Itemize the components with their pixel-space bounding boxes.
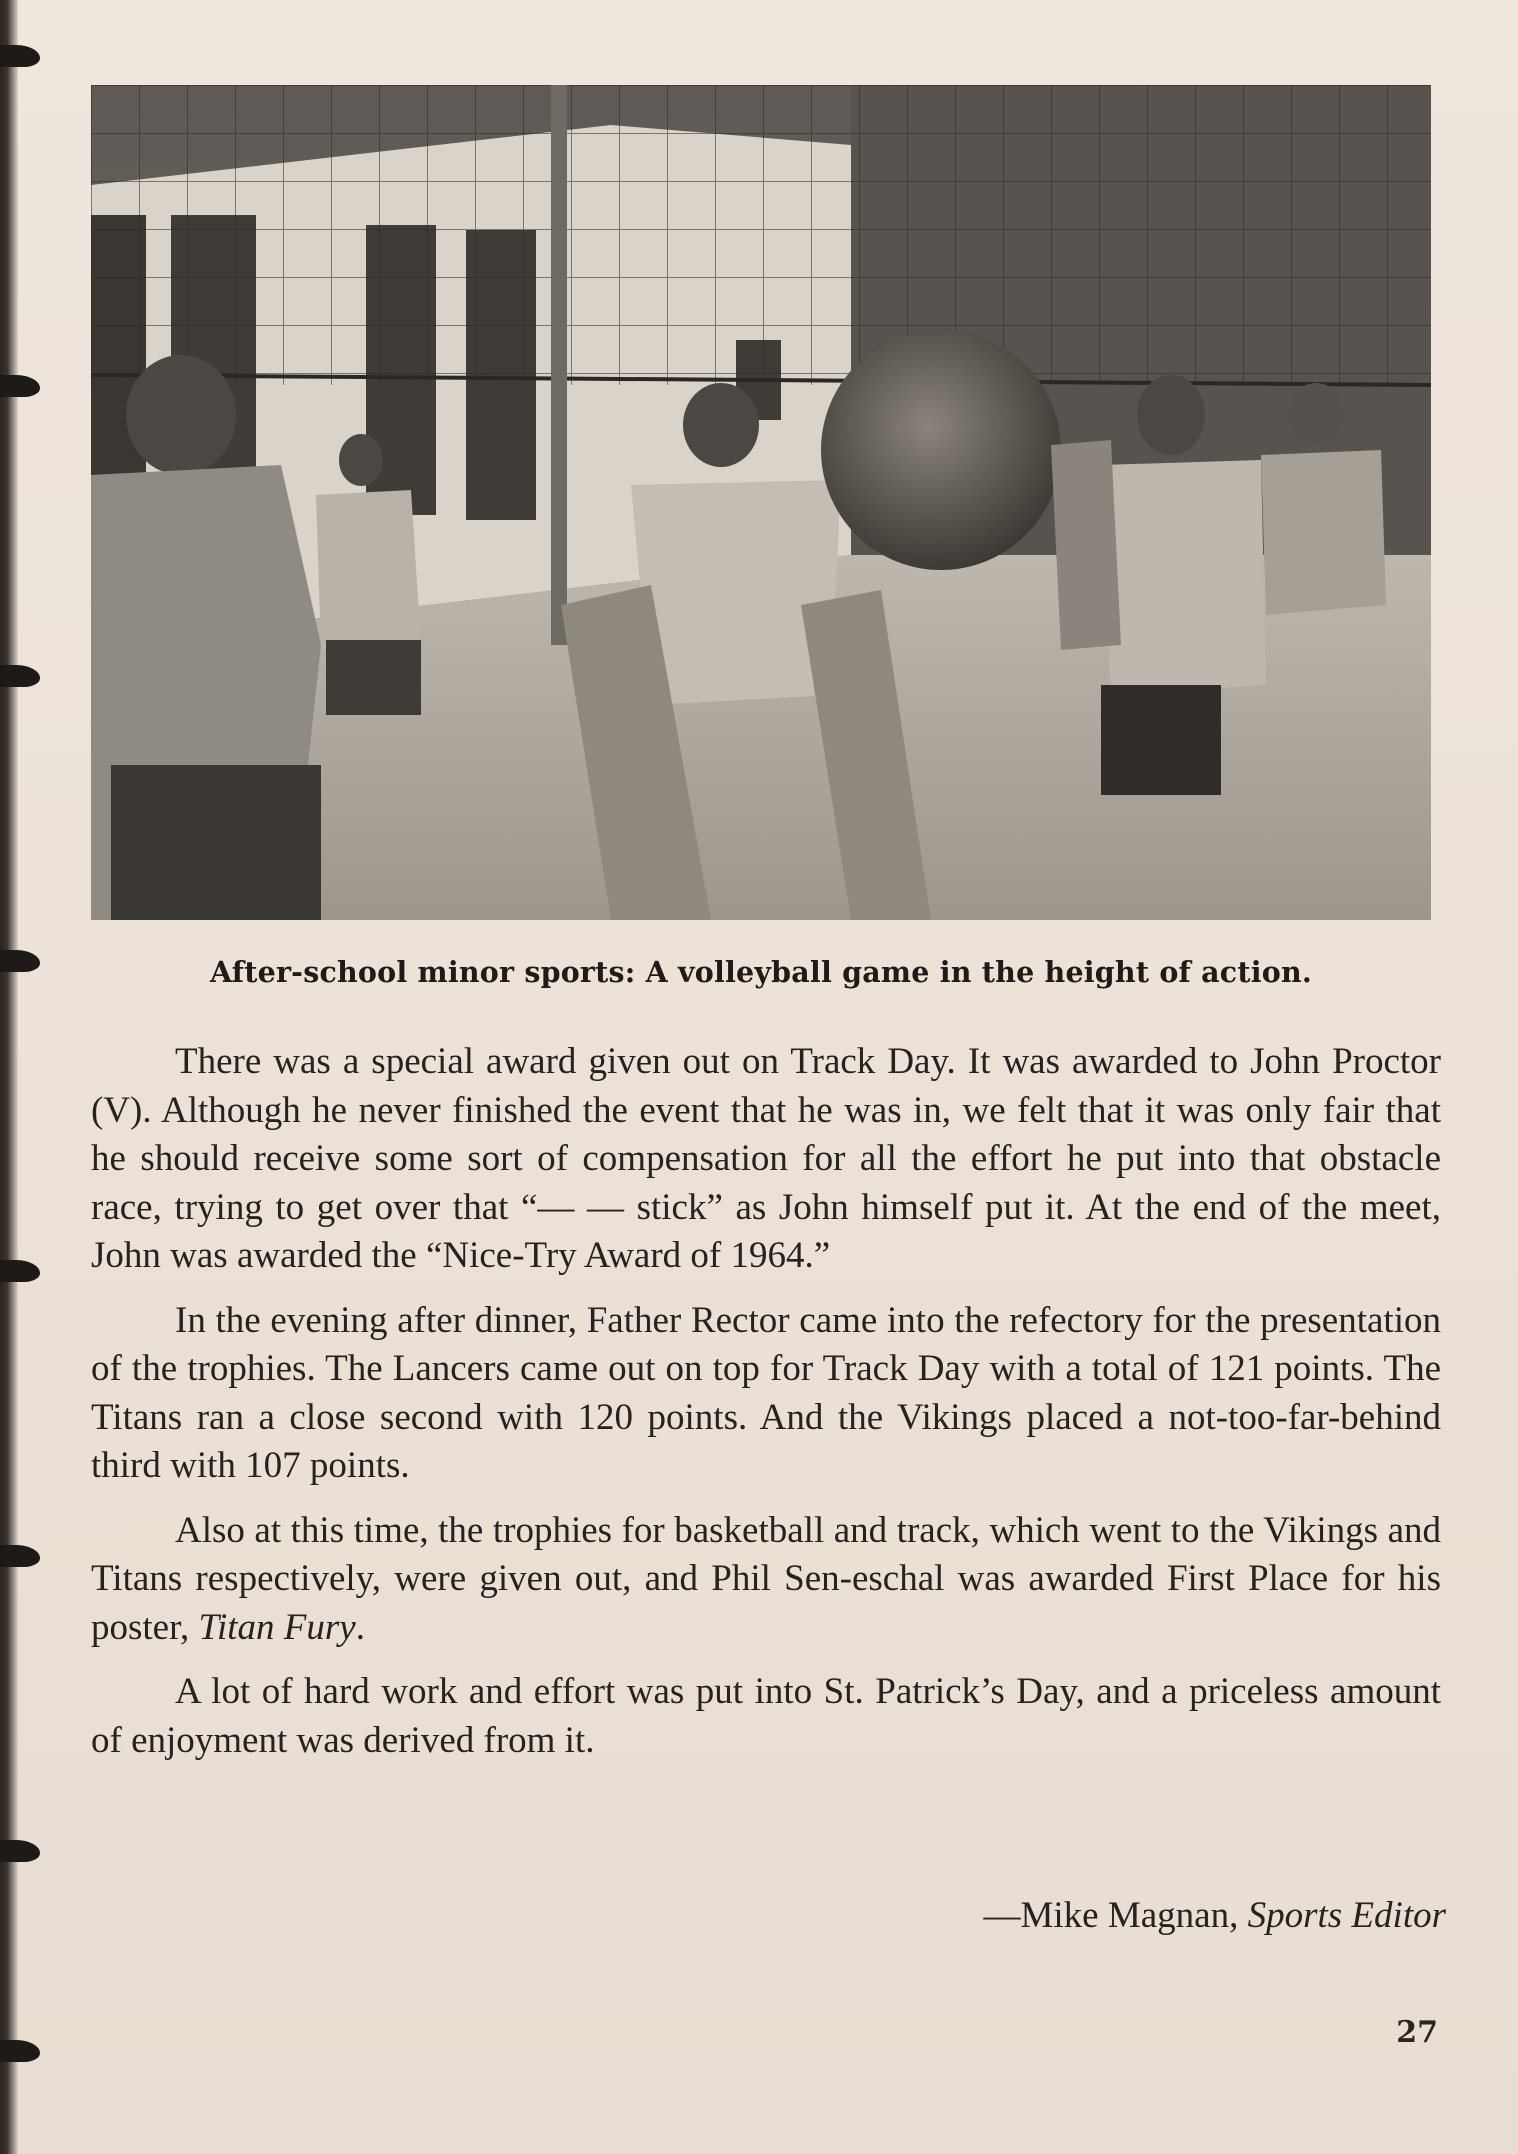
- punch-hole: [0, 1260, 40, 1282]
- punch-hole: [0, 1545, 40, 1567]
- paragraph-4: A lot of hard work and effort was put into St. Patrick’s Day, and a priceless amount of enjoyment was derived from it.: [91, 1671, 1441, 1761]
- photo-caption: After-school minor sports: A volleyball game in the height of action.: [209, 955, 1312, 989]
- punch-hole: [0, 375, 40, 397]
- punch-hole: [0, 950, 40, 972]
- punch-hole: [0, 665, 40, 687]
- author-name: —Mike Magnan,: [983, 1895, 1248, 1936]
- page-number: 27: [1396, 2015, 1438, 2050]
- binding-edge: [0, 0, 18, 2154]
- paragraph-3-text: Also at this time, the trophies for basketball and track, which went to the Vikings and Titans respectively, were given out, and Phil Sen-eschal was awarded First Place for his poster,: [91, 1509, 1441, 1648]
- paragraph-2: In the evening after dinner, Father Rector came into the refectory for the presentation of the trophies. The Lancers came out on top for Track Day with a total of 121 points. The Titans ran a close second with 120 points. And the Vikings placed a not-too-far-behind third with 107 points.: [91, 1299, 1441, 1486]
- paragraph-1: There was a special award given out on Track Day. It was awarded to John Proctor (V). Although he never finished the event that he was in, we felt that it was only fair that he should receive some sort of compensation for all the effort he put into that obstacle race, trying to get over that “— — stick” as John himself put it. At the end of the meet, John was awarded the “Nice-Try Award of 1964.”: [91, 1041, 1441, 1276]
- author-role: Sports Editor: [1247, 1895, 1446, 1936]
- photo-illustration: [91, 85, 1431, 920]
- paragraph-3-end: .: [355, 1606, 365, 1648]
- volleyball-photo: [91, 85, 1431, 920]
- punch-hole: [0, 1840, 40, 1862]
- author-signature: [984, 1894, 1447, 1937]
- poster-title: Titan Fury: [198, 1606, 356, 1648]
- paragraph-3: [91, 1507, 1441, 1653]
- punch-hole: [0, 45, 40, 67]
- article-body: [91, 1038, 1441, 1781]
- punch-hole: [0, 2040, 40, 2062]
